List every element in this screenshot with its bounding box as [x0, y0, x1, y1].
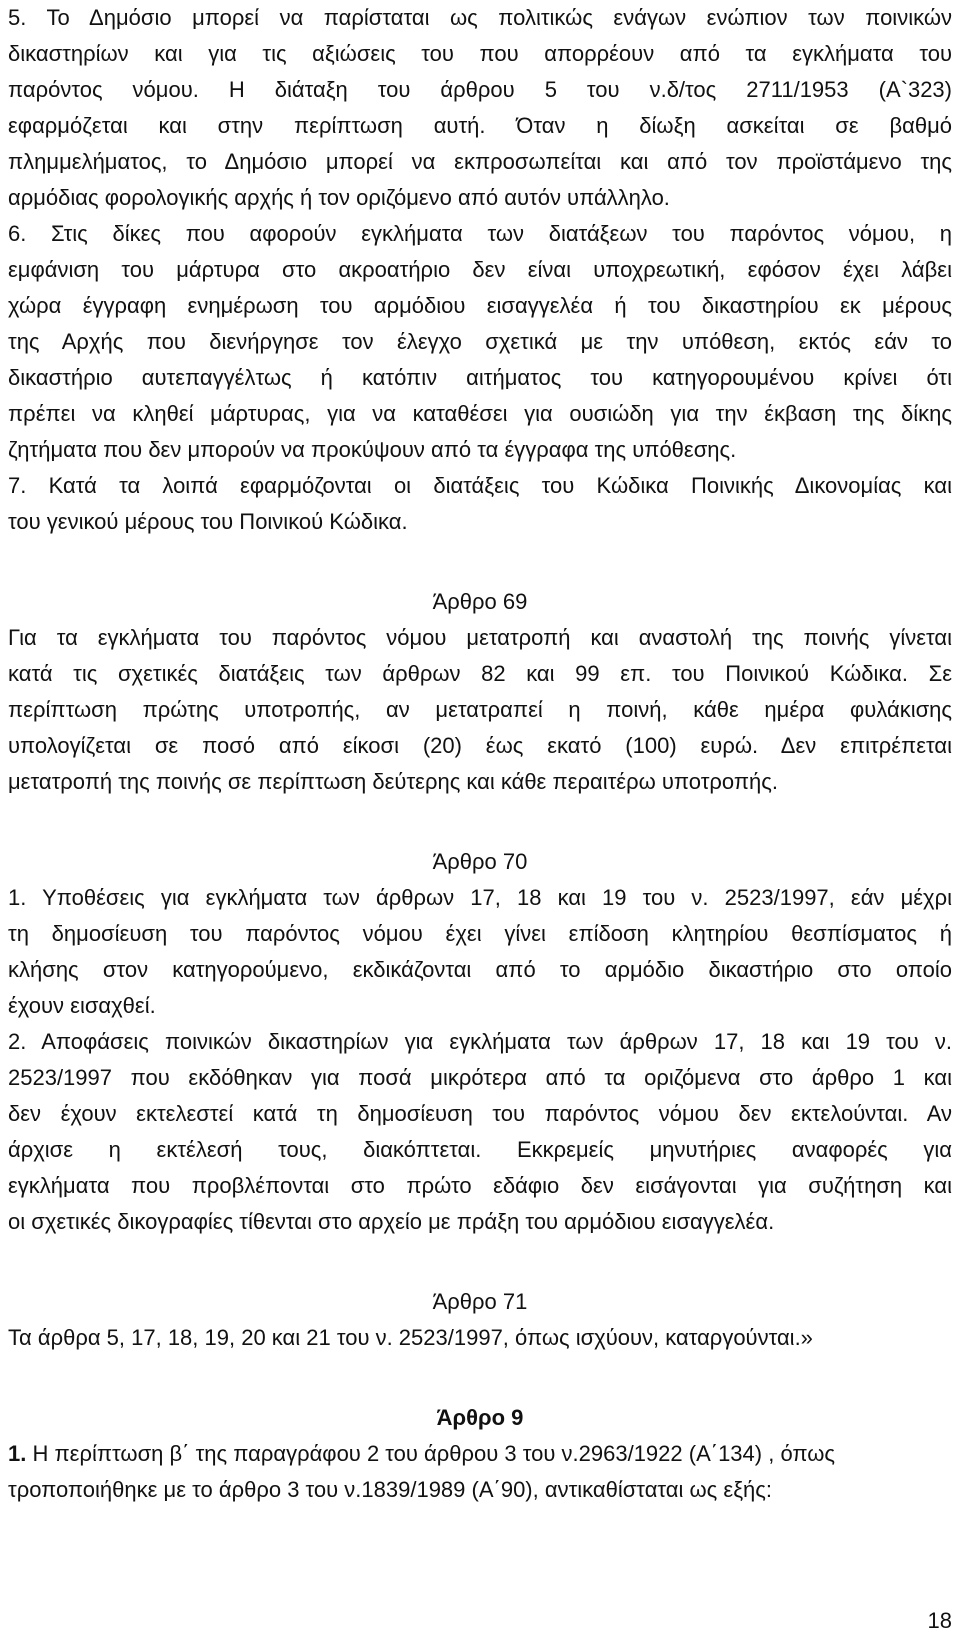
article-9-title: Άρθρο 9	[436, 1405, 524, 1430]
article-70-item-1-line-1: 1. Υποθέσεις για εγκλήματα των άρθρων 17, 18 και 19 του ν. 2523/1997, εάν μέχρι	[8, 885, 952, 910]
article-71-line-1: Τα άρθρα 5, 17, 18, 19, 20 και 21 του ν. 2523/1997, όπως ισχύουν, καταργούνται.»	[8, 1325, 813, 1350]
page-number: 18	[927, 1608, 952, 1633]
article-71-title: Άρθρο 71	[432, 1289, 528, 1314]
article-9-line-1-text: Η περίπτωση β΄ της παραγράφου 2 του άρθρου 3 του ν.2963/1922 (Α΄134) , όπως	[26, 1441, 836, 1466]
paragraph-6-line-1: 6. Στις δίκες που αφορούν εγκλήματα των διατάξεων του παρόντος νόμου, η	[8, 221, 952, 246]
article-70-item-2-line-2: 2523/1997 που εκδόθηκαν για ποσά μικρότερα από τα οριζόμενα στο άρθρο 1 και	[8, 1065, 952, 1090]
article-9-line-2: τροποποιήθηκε με το άρθρο 3 του ν.1839/1989 (Α΄90), αντικαθίσταται ως εξής:	[8, 1477, 773, 1502]
paragraph-6-line-6: πρέπει να κληθεί μάρτυρας, για να καταθέσει για ουσιώδη για την έκβαση της δίκης	[8, 401, 952, 426]
article-70-item-2-line-3: δεν έχουν εκτελεστεί κατά τη δημοσίευση του παρόντος νόμου δεν εκτελούνται. Αν	[8, 1101, 952, 1126]
paragraph-5-line-3: παρόντος νόμου. Η διάταξη του άρθρου 5 του ν.δ/τος 2711/1953 (Α`323)	[8, 77, 952, 102]
paragraph-7-line-2: του γενικού μέρους του Ποινικού Κώδικα.	[8, 509, 408, 534]
paragraph-6-line-7: ζητήματα που δεν μπορούν να προκύψουν από τα έγγραφα της υπόθεσης.	[8, 437, 737, 462]
article-69-line-2: κατά τις σχετικές διατάξεις των άρθρων 82 και 99 επ. του Ποινικού Κώδικα. Σε	[8, 661, 952, 686]
article-70-item-2-line-1: 2. Αποφάσεις ποινικών δικαστηρίων για εγκλήματα των άρθρων 17, 18 και 19 του ν.	[8, 1029, 952, 1054]
paragraph-5-line-6: αρμόδιας φορολογικής αρχής ή τον οριζόμενο από αυτόν υπάλληλο.	[8, 185, 670, 210]
paragraph-6-line-2: εμφάνιση του μάρτυρα στο ακροατήριο δεν είναι υποχρεωτική, εφόσον έχει λάβει	[8, 257, 952, 282]
article-9-item-number: 1.	[8, 1441, 27, 1466]
article-69-line-4: υπολογίζεται σε ποσό από είκοσι (20) έως εκατό (100) ευρώ. Δεν επιτρέπεται	[8, 733, 952, 758]
article-70-item-2-line-5: εγκλήματα που προβλέπονται στο πρώτο εδάφιο δεν εισάγονται για συζήτηση και	[8, 1173, 952, 1198]
paragraph-6-line-3: χώρα έγγραφη ενημέρωση του αρμόδιου εισαγγελέα ή του δικαστηρίου εκ μέρους	[8, 293, 952, 318]
article-70-title: Άρθρο 70	[432, 849, 528, 874]
article-70-item-1-line-2: τη δημοσίευση του παρόντος νόμου έχει γίνει επίδοση κλητηρίου θεσπίσματος ή	[8, 921, 952, 946]
paragraph-5-line-1: 5. Το Δημόσιο μπορεί να παρίσταται ως πολιτικώς ενάγων ενώπιον των ποινικών	[8, 5, 952, 30]
article-69-line-1: Για τα εγκλήματα του παρόντος νόμου μετατροπή και αναστολή της ποινής γίνεται	[8, 625, 952, 650]
article-70-item-1-line-3: κλήσης στον κατηγορούμενο, εκδικάζονται από το αρμόδιο δικαστήριο στο οποίο	[8, 957, 952, 982]
article-9-line-1	[8, 1436, 952, 1472]
paragraph-5-line-5: πλημμελήματος, το Δημόσιο μπορεί να εκπροσωπείται και από τον προϊστάμενο της	[8, 149, 952, 174]
paragraph-6-line-4: της Αρχής που διενήργησε τον έλεγχο σχετικά με την υπόθεση, εκτός εάν το	[8, 329, 952, 354]
paragraph-6-line-5: δικαστήριο αυτεπαγγέλτως ή κατόπιν αιτήματος του κατηγορουμένου κρίνει ότι	[8, 365, 952, 390]
article-69-title: Άρθρο 69	[432, 589, 528, 614]
article-70-item-2-line-4: άρχισε η εκτέλεσή τους, διακόπτεται. Εκκρεμείς μηνυτήριες αναφορές για	[8, 1137, 952, 1162]
article-69-line-5: μετατροπή της ποινής σε περίπτωση δεύτερης και κάθε περαιτέρω υποτροπής.	[8, 769, 778, 794]
paragraph-5-line-4: εφαρμόζεται και στην περίπτωση αυτή. Όταν η δίωξη ασκείται σε βαθμό	[8, 113, 952, 138]
article-70-item-2-line-6: οι σχετικές δικογραφίες τίθενται στο αρχείο με πράξη του αρμόδιου εισαγγελέα.	[8, 1209, 775, 1234]
article-69-line-3: περίπτωση πρώτης υποτροπής, αν μετατραπεί η ποινή, κάθε ημέρα φυλάκισης	[8, 697, 952, 722]
article-70-item-1-line-4: έχουν εισαχθεί.	[8, 993, 156, 1018]
paragraph-7-line-1: 7. Κατά τα λοιπά εφαρμόζονται οι διατάξεις του Κώδικα Ποινικής Δικονομίας και	[8, 473, 952, 498]
paragraph-5-line-2: δικαστηρίων και για τις αξιώσεις του που απορρέουν από τα εγκλήματα του	[8, 41, 952, 66]
